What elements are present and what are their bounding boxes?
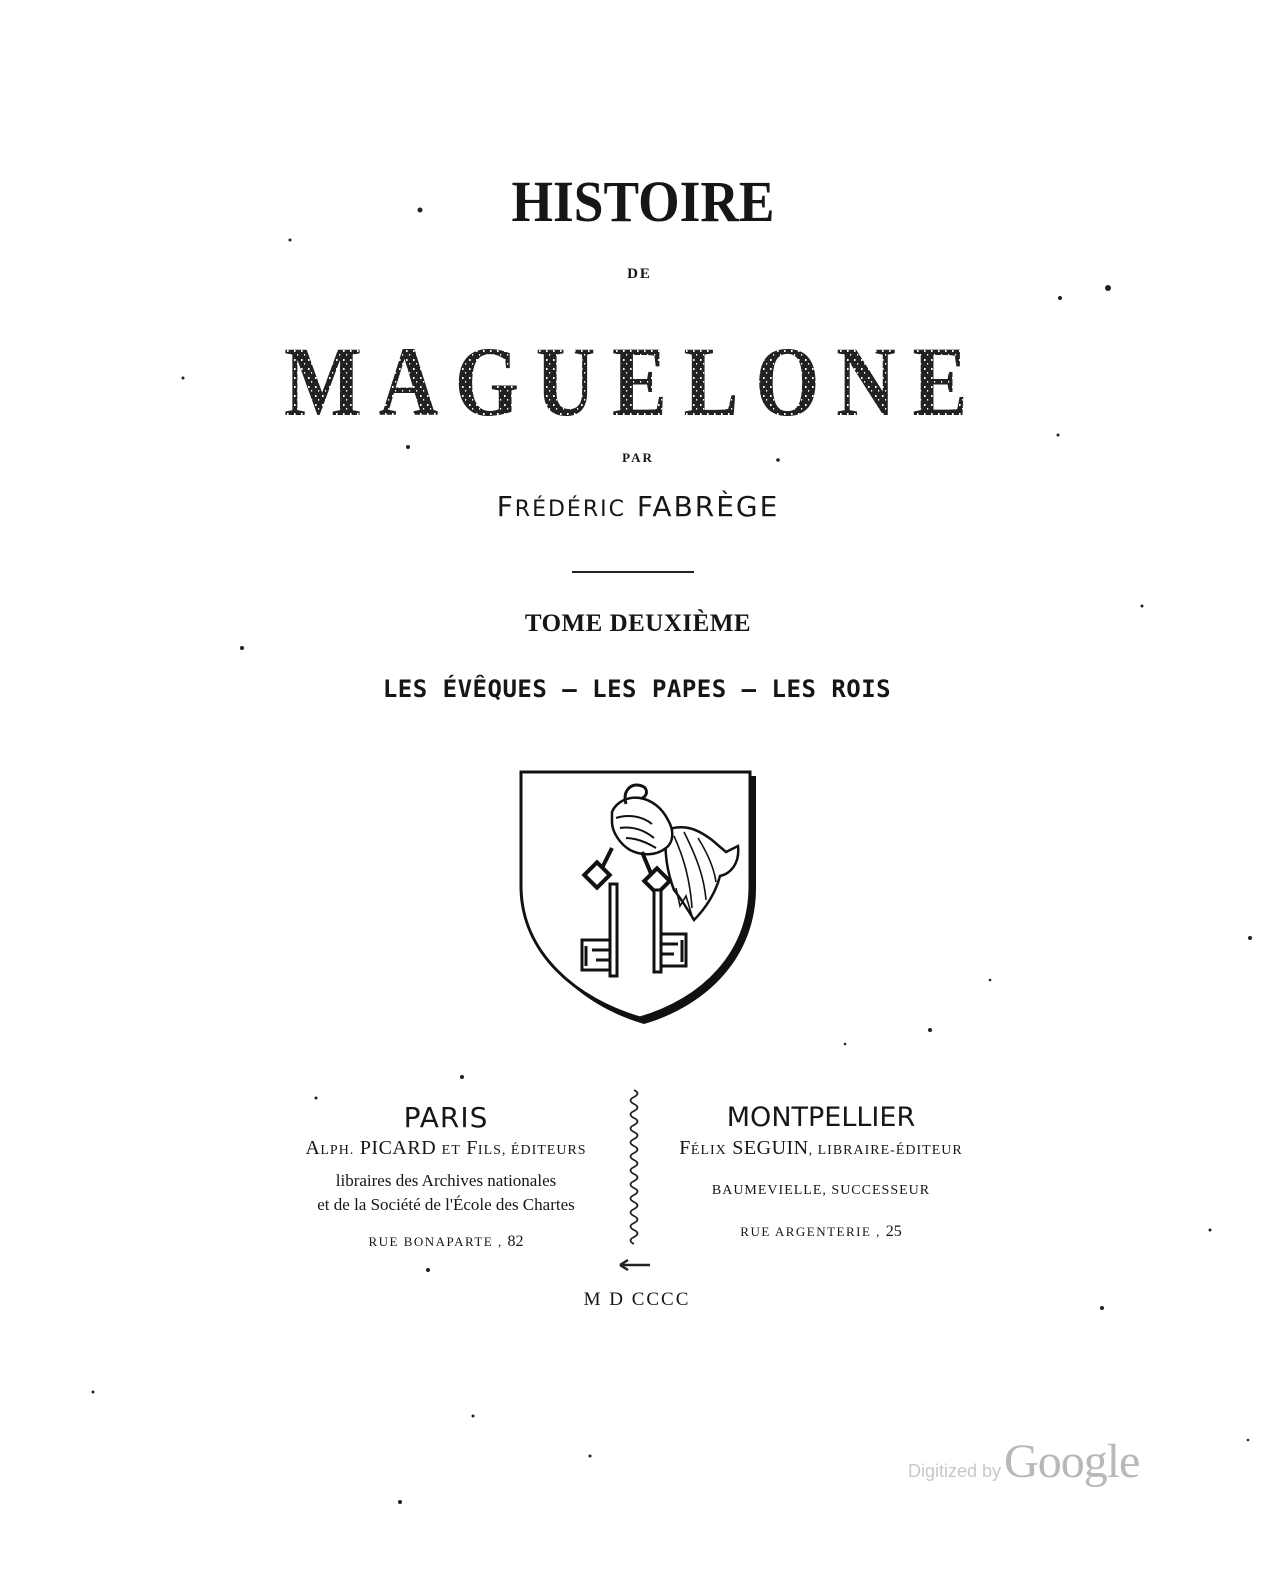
- author-name: [0, 490, 1276, 523]
- volume-label: TOME DEUXIÈME: [524, 610, 752, 637]
- publication-date: M D CCCC: [583, 1289, 691, 1310]
- watermark-brand: Google: [1004, 1435, 1140, 1488]
- title-subject: [278, 322, 990, 426]
- imprint-city-paris: PARIS: [403, 1101, 489, 1134]
- author-initial: F: [496, 490, 515, 523]
- imprint-montpellier: [652, 1100, 990, 1241]
- imprint-wavy-divider: [624, 1088, 644, 1248]
- watermark-prefix: Digitized by: [908, 1461, 1002, 1481]
- arrow-ornament-icon: [618, 1258, 652, 1272]
- shield-keys-emblem-icon: [516, 768, 762, 1028]
- publisher-picard-description: libraires des Archives nationales et de la Société de l'École des Chartes: [317, 1171, 575, 1214]
- author-last-name: FABRÈGE: [636, 490, 780, 523]
- title-divider-rule: [572, 571, 694, 573]
- publisher-picard-address: RUE BONAPARTE , 82: [368, 1233, 524, 1250]
- volume-subtitle: LES ÉVÊQUES — LES PAPES — LES ROIS: [382, 675, 892, 703]
- publisher-successor: BAUMEVIELLE, SUCCESSEUR: [711, 1183, 931, 1198]
- publisher-seguin-address: RUE ARGENTERIE , 25: [740, 1223, 902, 1240]
- author-first-name-rest: RÉDÉRIC: [514, 497, 626, 522]
- title-preposition: DE: [627, 266, 652, 282]
- publisher-seguin: FÉLIX SEGUIN, LIBRAIRE-ÉDITEUR: [679, 1137, 963, 1159]
- imprint-city-montpellier: MONTPELLIER: [726, 1102, 916, 1133]
- digitized-watermark: [908, 1434, 1139, 1489]
- book-title: HISTOIRE: [511, 169, 775, 234]
- author-preposition: PAR: [622, 450, 654, 465]
- publisher-picard: ALPH. PICARD ET FILS, ÉDITEURS: [305, 1137, 587, 1159]
- imprint-paris: [276, 1100, 616, 1251]
